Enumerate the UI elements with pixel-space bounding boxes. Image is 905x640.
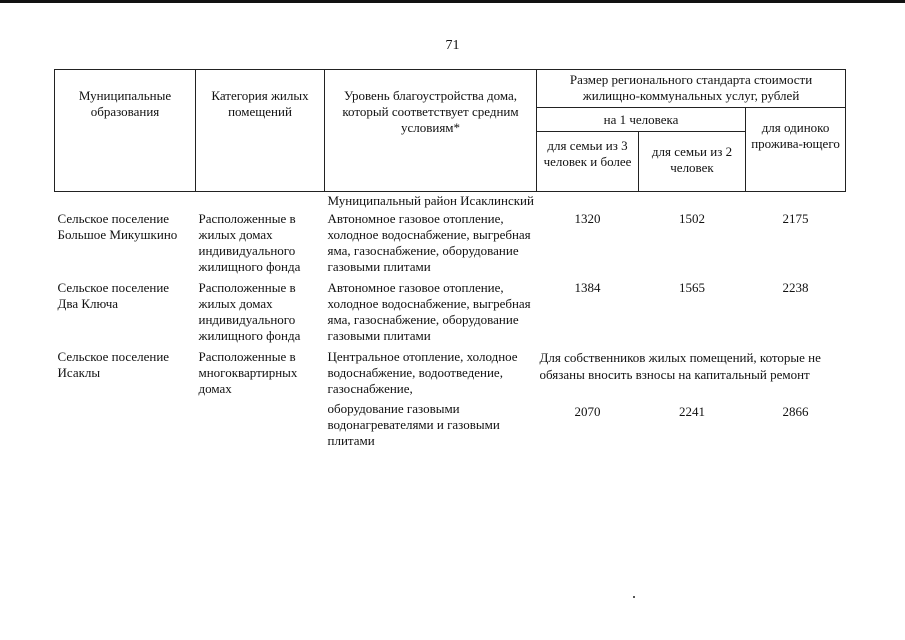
housing-standard-table [54,69,846,450]
row-family2-value: 2241 [679,404,705,419]
table-row [55,210,846,279]
header-municipal: Муниципальные образования [55,70,196,192]
header-level: Уровень благоустройства дома, который соответствует средним условиям* [325,70,537,192]
row-level: Автономное газовое отопление, холодное водоснабжение, выгребная яма, газоснабжение, оборудование газовыми плитами [327,280,531,343]
row-note: Для собственников жилых помещений, которые не обязаны вносить взносы на капитальный ремонт [539,350,821,382]
row-category: Расположенные в жилых домах индивидуального жилищного фонда [198,280,301,343]
row-level-part1: Центральное отопление, холодное водоснабжение, водоотведение, газоснабжение, [327,349,518,396]
page-number: 71 [445,38,460,53]
header-category: Категория жилых помещений [196,70,325,192]
row-family3-value: 1320 [574,211,601,226]
row-municipality: Сельское поселение Исаклы [57,349,170,380]
row-municipality: Сельское поселение Два Ключа [57,280,170,311]
row-level: Автономное газовое отопление, холодное водоснабжение, выгребная яма, газоснабжение, оборудование газовыми плитами [327,211,531,274]
row-family3-value: 2070 [574,404,601,419]
row-level-part2: оборудование газовыми водонагревателями и газовыми плитами [327,401,500,448]
header-single: для одиноко прожива-ющего [746,108,846,192]
row-category: Расположенные в многоквартирных домах [198,349,298,396]
row-family3-value: 1384 [574,280,601,295]
table-row [55,279,846,348]
row-category: Расположенные в жилых домах индивидуального жилищного фонда [198,211,301,274]
header-family2: для семьи из 2 человек [639,132,746,192]
row-single-value: 2866 [782,404,809,419]
row-municipality: Сельское поселение Большое Микушкино [57,211,178,242]
row-single-value: 2238 [782,280,809,295]
row-family2-value: 1502 [679,211,705,226]
row-single-value: 2175 [782,211,809,226]
table-row [55,348,846,398]
header-standard: Размер регионального стандарта стоимости жилищно-коммунальных услуг, рублей [537,70,846,108]
header-per-person: на 1 человека [537,108,746,132]
district-name: Муниципальный район Исаклинский [327,193,534,208]
row-family2-value: 1565 [679,280,705,295]
header-family3: для семьи из 3 человек и более [537,132,639,192]
page-top-border [0,0,905,3]
scan-speck [633,596,635,598]
